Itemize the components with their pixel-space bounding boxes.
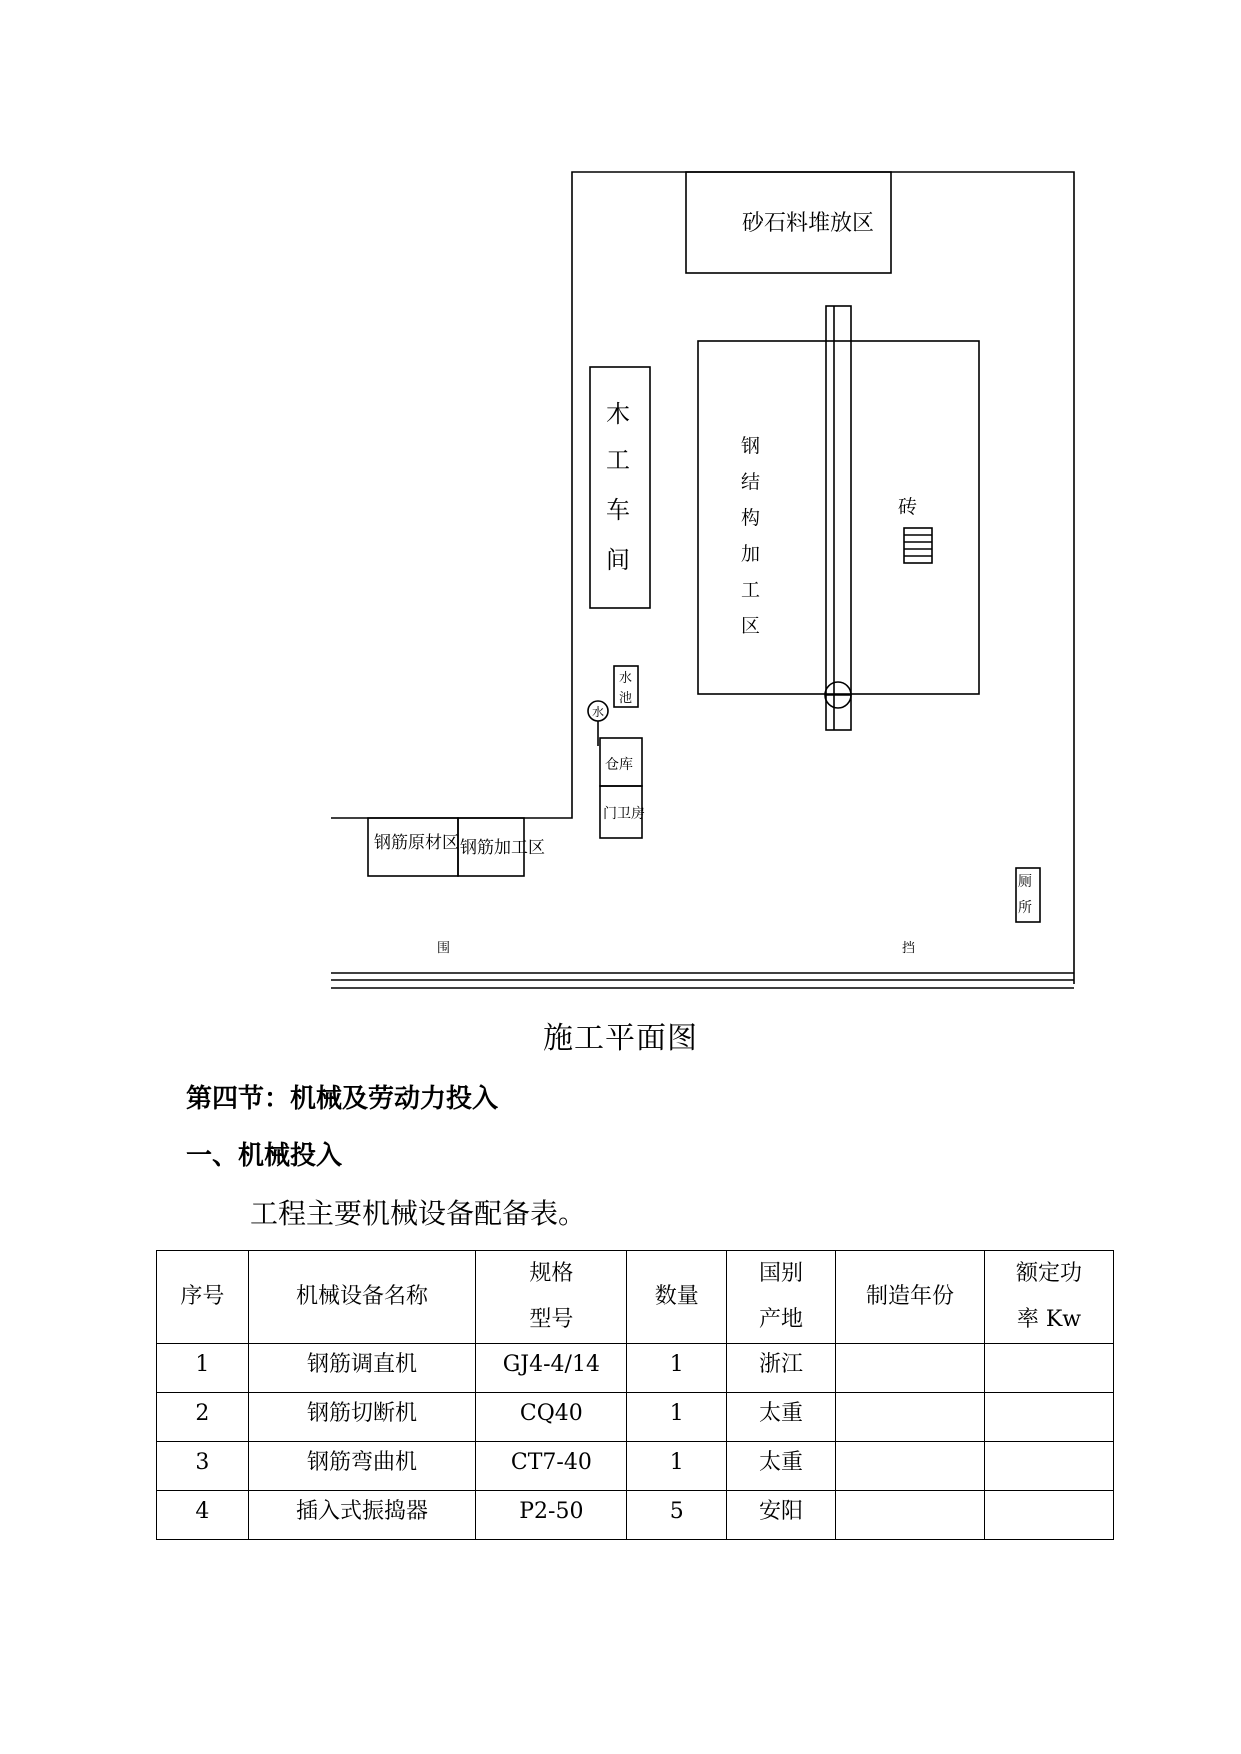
carpentry-label-4: 间 xyxy=(606,546,630,574)
fence-label-left: 围 xyxy=(437,941,451,956)
brick-label: 砖 xyxy=(898,496,918,518)
cell-power xyxy=(984,1491,1113,1540)
cell-power xyxy=(984,1344,1113,1393)
header-year: 制造年份 xyxy=(835,1251,984,1344)
cell-power xyxy=(984,1442,1113,1491)
cell-year xyxy=(835,1344,984,1393)
header-no: 序号 xyxy=(157,1251,249,1344)
brick-pile-icon xyxy=(904,528,932,563)
cell-origin: 太重 xyxy=(727,1442,836,1491)
steel-label-2: 结 xyxy=(741,471,761,493)
rebar-raw-label: 钢筋原材区 xyxy=(374,833,459,853)
cell-name: 钢筋弯曲机 xyxy=(248,1442,476,1491)
water-symbol-label: 水 xyxy=(592,705,605,719)
crane-track xyxy=(826,306,851,730)
intro-text: 工程主要机械设备配备表。 xyxy=(250,1197,587,1230)
site-boundary xyxy=(331,172,1074,984)
figure-caption: 施工平面图 xyxy=(543,1021,698,1056)
fence-label-right: 挡 xyxy=(902,941,916,956)
rebar-process-label: 钢筋加工区 xyxy=(460,838,545,858)
cell-spec: GJ4-4/14 xyxy=(476,1344,627,1393)
cell-power xyxy=(984,1393,1113,1442)
cell-no: 1 xyxy=(157,1344,249,1393)
toilet-label-1: 厕 xyxy=(1018,874,1032,890)
cell-year xyxy=(835,1491,984,1540)
table-header-row xyxy=(157,1251,1114,1344)
water-tank-label-1: 水 xyxy=(619,671,633,686)
header-spec: 规格 型号 xyxy=(476,1251,627,1344)
toilet-label-2: 所 xyxy=(1018,900,1032,916)
sand-stone-label: 砂石料堆放区 xyxy=(742,211,875,236)
cell-origin: 太重 xyxy=(727,1393,836,1442)
cell-year xyxy=(835,1393,984,1442)
cell-name: 钢筋切断机 xyxy=(248,1393,476,1442)
cell-qty: 1 xyxy=(627,1393,727,1442)
cell-qty: 1 xyxy=(627,1442,727,1491)
carpentry-label-1: 木 xyxy=(606,400,630,428)
section-title: 第四节：机械及劳动力投入 xyxy=(186,1084,499,1114)
carpentry-label-2: 工 xyxy=(606,446,630,474)
header-origin: 国别 产地 xyxy=(727,1251,836,1344)
cell-no: 4 xyxy=(157,1491,249,1540)
cell-no: 3 xyxy=(157,1442,249,1491)
cell-origin: 浙江 xyxy=(727,1344,836,1393)
cell-year xyxy=(835,1442,984,1491)
cell-qty: 1 xyxy=(627,1344,727,1393)
guard-room-label: 门卫房 xyxy=(603,806,645,822)
steel-label-5: 工 xyxy=(741,579,761,601)
cell-spec: CT7-40 xyxy=(476,1442,627,1491)
steel-label-3: 构 xyxy=(741,507,761,529)
cell-origin: 安阳 xyxy=(727,1491,836,1540)
steel-label-1: 钢 xyxy=(741,435,761,457)
cell-no: 2 xyxy=(157,1393,249,1442)
steel-label-4: 加 xyxy=(741,543,761,565)
cell-qty: 5 xyxy=(627,1491,727,1540)
cell-spec: CQ40 xyxy=(476,1393,627,1442)
water-tank-label-2: 池 xyxy=(619,691,633,706)
table-row xyxy=(157,1344,1114,1393)
cell-name: 钢筋调直机 xyxy=(248,1344,476,1393)
table-row xyxy=(157,1491,1114,1540)
header-name: 机械设备名称 xyxy=(248,1251,476,1344)
header-qty: 数量 xyxy=(627,1251,727,1344)
table-row xyxy=(157,1393,1114,1442)
table-row xyxy=(157,1442,1114,1491)
cell-spec: P2-50 xyxy=(476,1491,627,1540)
header-power: 额定功 率 Kw xyxy=(984,1251,1113,1344)
steel-label-6: 区 xyxy=(741,615,761,637)
cell-name: 插入式振捣器 xyxy=(248,1491,476,1540)
subsection-title: 一、机械投入 xyxy=(186,1141,343,1171)
warehouse-label: 仓库 xyxy=(605,757,633,773)
carpentry-label-3: 车 xyxy=(606,496,630,524)
equipment-table xyxy=(156,1250,1114,1540)
